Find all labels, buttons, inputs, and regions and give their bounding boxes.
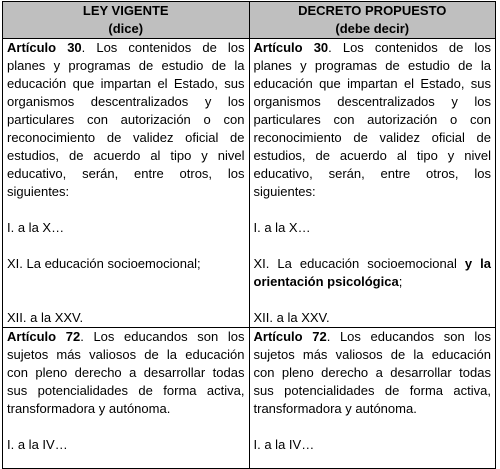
header-right-title: DECRETO PROPUESTO xyxy=(298,3,447,18)
article-label: Artículo 30 xyxy=(253,40,329,55)
article-paragraph xyxy=(254,328,492,418)
article-paragraph xyxy=(7,39,245,201)
fraction-item: I. a la IV… xyxy=(253,437,315,452)
amended-addition: y la orientación psicológica xyxy=(253,256,491,289)
article-72-row xyxy=(3,328,496,469)
fraction-item: I. a la IV… xyxy=(7,437,68,452)
fraction-item: I. a la X… xyxy=(253,220,311,235)
article-30-proposed xyxy=(249,39,496,328)
article-30-current xyxy=(3,39,250,328)
fraction-item: XI. La educación socioemocional; xyxy=(7,256,201,271)
header-row xyxy=(3,2,496,39)
comparison-document xyxy=(2,1,496,461)
article-text: . Los educandos son los sujetos más valiosos de la educación con pleno derecho a desarrollar todas sus potencialidades de forma activa, transformadora y autónoma. xyxy=(253,329,491,416)
header-right-subtitle: (debe decir) xyxy=(335,21,410,36)
article-paragraph xyxy=(7,328,245,418)
article-label: Artículo 72 xyxy=(7,329,81,344)
article-paragraph xyxy=(254,39,492,201)
header-left-title: LEY VIGENTE xyxy=(82,3,169,18)
header-left-subtitle: (dice) xyxy=(108,21,144,36)
article-label: Artículo 30 xyxy=(7,40,82,55)
amended-punctuation: ; xyxy=(398,274,403,289)
comparison-table xyxy=(2,1,496,469)
article-label: Artículo 72 xyxy=(253,329,327,344)
fraction-item: XII. a la XXV. xyxy=(253,310,330,325)
article-72-current xyxy=(3,328,250,469)
fraction-item: XII. a la XXV. xyxy=(7,310,84,325)
fraction-item: I. a la X… xyxy=(7,220,65,235)
article-text: . Los educandos son los sujetos más valiosos de la educación con pleno derecho a desarrollar todas sus potencialidades de forma activa, transformadora y autónoma. xyxy=(7,329,245,416)
article-72-proposed xyxy=(249,328,496,469)
fraction-item-amended xyxy=(254,255,492,291)
article-text: . Los contenidos de los planes y programas de estudio de la educación que impartan el Estado, sus organismos descentralizados y los particulares con autorización o con reconocimiento de validez oficial de estudios, de acuerdo al tipo y nivel educativo, serán, entre otros, los siguientes: xyxy=(253,40,491,199)
header-right xyxy=(249,2,496,39)
amended-text: XI. La educación socioemocional xyxy=(253,256,465,271)
article-text: . Los contenidos de los planes y programas de estudio de la educación que impartan el Estado, sus organismos descentralizados y los particulares con autorización o con reconocimiento de validez oficial de estudios, de acuerdo al tipo y nivel educativo, serán, entre otros, los siguientes: xyxy=(7,40,245,199)
article-30-row xyxy=(3,39,496,328)
header-left xyxy=(3,2,250,39)
